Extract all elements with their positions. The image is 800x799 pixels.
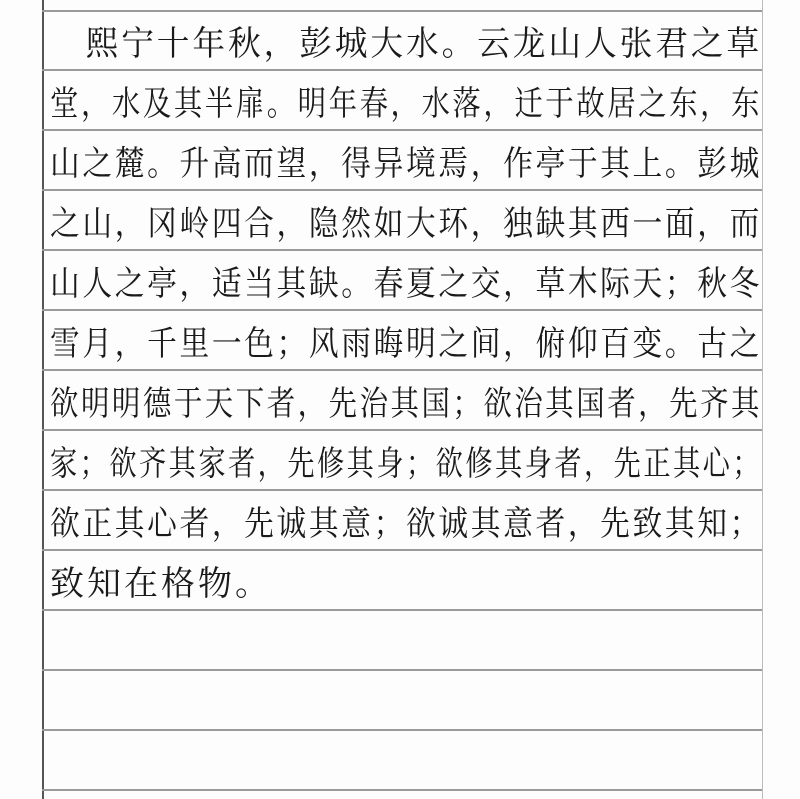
text-line	[50, 71, 762, 130]
line-text: 欲明明德于天下者，先治其国；欲治其国者，先齐其	[50, 384, 762, 424]
text-line	[50, 431, 762, 490]
text-line	[50, 611, 762, 670]
text-line	[50, 131, 762, 190]
left-margin-line	[42, 0, 44, 799]
line-text: 之山，冈岭四合，隐然如大环，独缺其西一面，而	[50, 204, 762, 244]
right-edge-line	[762, 0, 763, 799]
text-line	[50, 251, 762, 310]
text-line	[50, 311, 762, 370]
text-line	[50, 491, 762, 550]
line-text: 堂，水及其半扉。明年春，水落，迁于故居之东，东	[50, 84, 762, 124]
text-line	[50, 551, 762, 610]
text-line	[50, 671, 762, 730]
line-text: 熙宁十年秋，彭城大水。云龙山人张君之草	[50, 24, 762, 64]
line-text: 山之麓。升高而望，得异境焉，作亭于其上。彭城	[50, 144, 762, 184]
line-text: 雪月，千里一色；风雨晦明之间，俯仰百变。古之	[50, 324, 762, 364]
line-text: 山人之亭，适当其缺。春夏之交，草木际天；秋冬	[50, 264, 762, 304]
line-text: 家；欲齐其家者，先修其身；欲修其身者，先正其心；	[50, 444, 762, 484]
text-line	[50, 191, 762, 250]
text-line	[50, 731, 762, 790]
text-line	[50, 371, 762, 430]
text-line	[50, 11, 762, 70]
line-text: 致知在格物。	[50, 564, 272, 604]
line-text: 欲正其心者，先诚其意；欲诚其意者，先致其知；	[50, 504, 762, 544]
